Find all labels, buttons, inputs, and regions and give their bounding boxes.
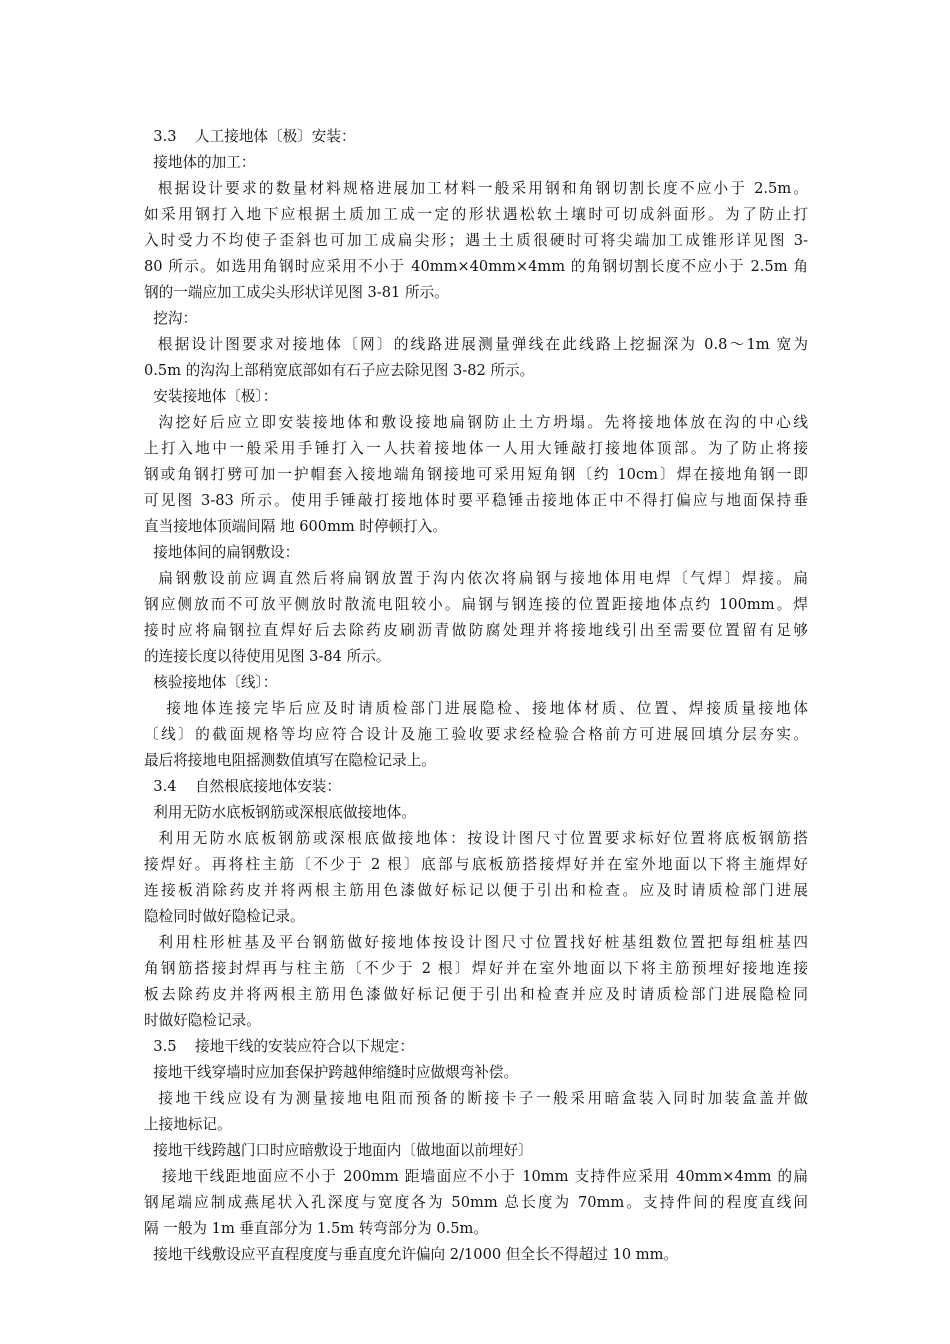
text-line: 隐检同时做好隐检记录。 xyxy=(144,908,305,925)
text-line: 接地体的加工： xyxy=(144,154,256,171)
text-line: 钢尾端应制成燕尾状入孔深度与宽度各为 50mm 总长度为 70mm。支持件间的程度直线间 xyxy=(144,1194,808,1211)
text-line: 扁钢敷设前应调直然后将扁钢放置于沟内依次将扁钢与接地体用电焊〔气焊〕焊接。扁 xyxy=(144,570,808,587)
text-line: 隔 一般为 1m 垂直部分为 1.5m 转弯部分为 0.5m。 xyxy=(144,1220,488,1237)
text-line: 上接地标记。 xyxy=(144,1116,232,1133)
text-line: 钢的一端应加工成尖头形状详见图 3-81 所示。 xyxy=(144,284,449,301)
text-line: 连接板消除药皮并将两根主筋用色漆做好标记以便于引出和检查。应及时请质检部门进展 xyxy=(144,882,808,899)
text-line: 〔线〕的截面规格等均应符合设计及施工验收要求经检验合格前方可进展回填分层夯实。 xyxy=(144,726,808,743)
text-line: 如采用钢打入地下应根据土质加工成一定的形状遇松软土壤时可切成斜面形。为了防止打 xyxy=(144,206,808,223)
text-line: 0.5m 的沟沟上部稍宽底部如有石子应去除见图 3-82 所示。 xyxy=(144,362,535,379)
text-line: 利用柱形桩基及平台钢筋做好接地体按设计图尺寸位置找好桩基组数位置把每组桩基四 xyxy=(144,934,808,951)
text-line: 直当接地体顶端间隔 地 600mm 时停顿打入。 xyxy=(144,518,447,535)
text-line: 接地体间的扁钢敷设： xyxy=(144,544,300,561)
text-line: 接焊好。再将柱主筋〔不少于 2 根〕底部与底板筋搭接焊好并在室外地面以下将主施焊好 xyxy=(144,856,808,873)
text-line: 利用无防水底板钢筋或深根底做接地体：按设计图尺寸位置要求标好位置将底板钢筋搭 xyxy=(144,830,808,847)
text-line: 沟挖好后应立即安装接地体和敷设接地扁钢防止土方坍塌。先将接地体放在沟的中心线 xyxy=(144,414,808,431)
text-line: 钢或角钢打劈可加一护帽套入接地端角钢接地可采用短角钢〔约 10cm〕焊在接地角钢一即 xyxy=(144,466,808,483)
text-line: 可见图 3-83 所示。使用手锤敲打接地体时要平稳锤击接地体正中不得打偏应与地面保持垂 xyxy=(144,492,808,509)
document-page xyxy=(144,124,808,1268)
text-line: 最后将接地电阻摇测数值填写在隐检记录上。 xyxy=(144,752,436,769)
text-line: 时做好隐检记录。 xyxy=(144,1012,261,1029)
text-line: 80 所示。如选用角钢时应采用不小于 40mm×40mm×4mm 的角钢切割长度不应小于 2.5m 角 xyxy=(144,258,808,275)
text-line: 根据设计图要求对接地体〔网〕的线路进展测量弹线在此线路上挖掘深为 0.8～1m 宽为 xyxy=(144,336,808,353)
text-line: 接地干线跨越门口时应暗敷设于地面内〔做地面以前埋好〕 xyxy=(144,1142,533,1159)
text-line: 的连接长度以待使用见图 3-84 所示。 xyxy=(144,648,391,665)
text-line: 挖沟： xyxy=(144,310,198,327)
text-line: 安装接地体〔极〕： xyxy=(144,388,278,405)
text-line: 入时受力不均使子歪斜也可加工成扁尖形；遇土土质很硬时可将尖端加工成锥形详见图 3- xyxy=(144,232,808,249)
text-line: 接时应将扁钢拉直焊好后去除药皮刷沥青做防腐处理并将接地线引出至需要位置留有足够 xyxy=(144,622,808,639)
text-line: 利用无防水底板钢筋或深根底做接地体。 xyxy=(144,804,416,821)
text-line: 根据设计要求的数量材料规格进展加工材料一般采用钢和角钢切割长度不应小于 2.5m。 xyxy=(144,180,808,197)
text-line: 钢应侧放而不可放平侧放时散流电阻较小。扁钢与钢连接的位置距接地体点约 100mm。焊 xyxy=(144,596,808,613)
text-line: 3.3 人工接地体〔极〕安装： xyxy=(144,128,356,145)
text-line: 接地干线距地面应不小于 200mm 距墙面应不小于 10mm 支持件应采用 40mm×4mm 的扁 xyxy=(144,1168,808,1185)
text-line: 上打入地中一般采用手锤打入一人扶着接地体一人用大锤敲打接地体顶部。为了防止将接 xyxy=(144,440,808,457)
text-line: 接地干线穿墙时应加套保护跨越伸缩缝时应做煨弯补偿。 xyxy=(144,1064,519,1081)
text-line: 角钢筋搭接封焊再与柱主筋〔不少于 2 根〕焊好并在室外地面以下将主筋预埋好接地连接 xyxy=(144,960,808,977)
text-line: 3.4 自然根底接地体安装： xyxy=(144,778,341,795)
text-line: 接地干线敷设应平直程度度与垂直度允许偏向 2/1000 但全长不得超过 10 mm。 xyxy=(144,1246,679,1263)
text-line: 板去除药皮并将两根主筋用色漆做好标记便于引出和检查并应及时请质检部门进展隐检同 xyxy=(144,986,808,1003)
text-line: 接地体连接完毕后应及时请质检部门进展隐检、接地体材质、位置、焊接质量接地体 xyxy=(144,700,808,717)
text-line: 接地干线应设有为测量接地电阻而预备的断接卡子一般采用暗盒装入同时加装盒盖并做 xyxy=(144,1090,808,1107)
text-line: 3.5 接地干线的安装应符合以下规定： xyxy=(144,1038,414,1055)
text-line: 核验接地体〔线〕： xyxy=(144,674,278,691)
